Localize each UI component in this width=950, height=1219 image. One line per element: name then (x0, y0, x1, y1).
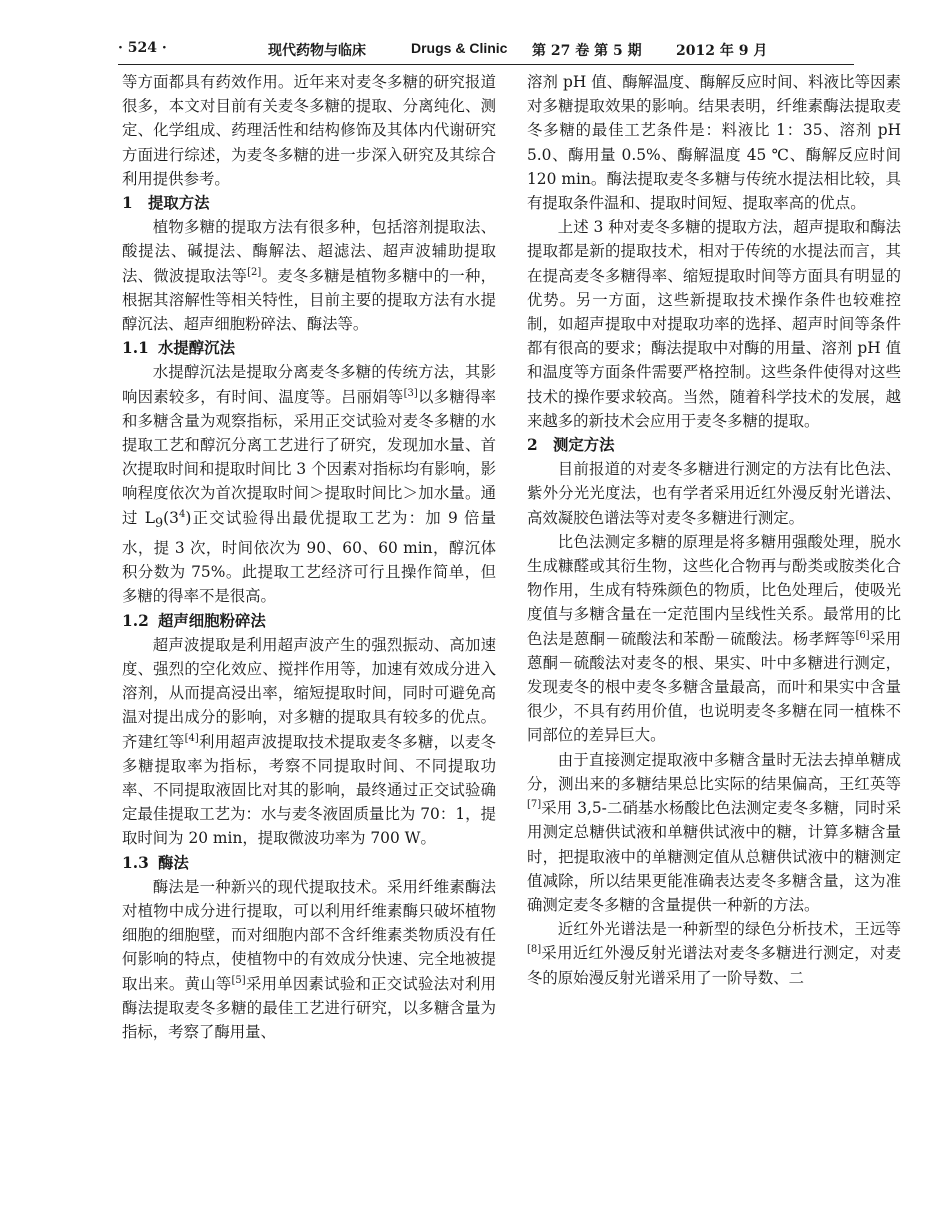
citation: [4] (184, 732, 199, 744)
page-number: · 524 · (118, 40, 167, 56)
section-title: 超声细胞粉碎法 (158, 611, 266, 630)
left-column (122, 70, 496, 1044)
text-run: 由于直接测定提取液中多糖含量时无法去掉单糖成分，测出来的多糖结果总比实际的结果偏高，王红英等 (527, 750, 901, 793)
text-run: 超声波提取是利用超声波产生的强烈振动、高加速度、强烈的空化效应、搅拌作用等，加速有效成分进入溶剂，从而提高浸出率，缩短提取时间，同时可避免高温对提出成分的影响，对多糖的提取具有较多的优点。齐建红等 (122, 635, 496, 751)
section-1-1-heading (122, 336, 496, 360)
text-run: 采用近红外漫反射光谱法对麦冬多糖进行测定，对麦冬的原始漫反射光谱采用了一阶导数、二 (527, 944, 901, 987)
section-number: 1.2 (122, 611, 149, 630)
text-run: 采用蒽酮－硫酸法对麦冬的根、果实、叶中多糖进行测定，发现麦冬的根中麦冬多糖含量最高，而叶和果实中含量很少，不具有药用价值，也说明麦冬多糖在同一植株不同部位的差异巨大。 (527, 629, 901, 745)
section-number: 1.3 (122, 853, 149, 872)
citation: [6] (855, 629, 870, 641)
text-run: 近红外光谱法是一种新型的绿色分析技术，王远等 (557, 920, 901, 939)
publication-date: 2012 年 9 月 (676, 43, 768, 59)
section-number: 2 (527, 436, 538, 455)
section-number: 1.1 (122, 339, 149, 358)
text-run: 以多糖得率和多糖含量为观察指标，采用正交试验对麦冬多糖的水提取工艺和醇沉分离工艺进行了研究，发现加水量、首次提取时间和提取时间比 3 个因素对指标均有影响，影响程度依次为首次提取时间＞提取时间比＞加水量。通过 L (122, 387, 496, 527)
section-2-paragraph-4 (527, 917, 901, 990)
citation: [7] (527, 798, 542, 810)
citation: [2] (247, 266, 262, 278)
text-run: 水提醇沉法是提取分离麦冬多糖的传统方法，其影响因素较多，有时间、温度等。吕丽娟等 (122, 363, 496, 406)
section-title: 提取方法 (148, 194, 210, 213)
section-2-paragraph-1: 目前报道的对麦冬多糖进行测定的方法有比色法、紫外分光光度法，也有学者采用近红外漫反射光谱法、高效凝胶色谱法等对麦冬多糖进行测定。 (527, 460, 901, 527)
subscript: 9 (154, 515, 164, 531)
header-rule (118, 64, 854, 65)
journal-title-en: Drugs & Clinic (411, 40, 508, 56)
section-1-2-heading (122, 609, 496, 633)
text-run: 采用 3,5-二硝基水杨酸比色法测定麦冬多糖，同时采用测定总糖供试液和单糖供试液中的糖，计算多糖含量时，把提取液中的单糖测定值从总糖供试液中的糖测定值减除，所以结果更能准确表达麦冬多糖含量，这为准确测定麦冬多糖的含量提供一种新的方法。 (527, 799, 901, 914)
text-run: 植物多糖的提取方法有很多种，包括溶剂提取法、酸提法、碱提法、酶解法、超滤法、超声波辅助提取法、微波提取法等 (122, 218, 496, 285)
text-run: 采用单因素试验和正交试验法对利用酶法提取麦冬多糖的最佳工艺进行研究，以多糖含量为指标，考察了酶用量、 (122, 974, 496, 1041)
section-title: 测定方法 (553, 436, 615, 455)
section-1-heading (122, 191, 496, 215)
section-number: 1 (122, 194, 133, 213)
citation: [8] (527, 944, 542, 956)
running-header (118, 38, 854, 62)
section-1-3-paragraph (122, 875, 496, 1044)
continued-paragraph: 溶剂 pH 值、酶解温度、酶解反应时间、料液比等因素对多糖提取效果的影响。结果表明，纤维素酶法提取麦冬多糖的最佳工艺条件是：料液比 1：35、溶剂 pH 5.0、酶用量 0.5%、酶解温度 45 ℃、酶解反应时间 120 min。酶法提取麦冬多糖与传统水提法相比较，具有提取条件温和、提取时间短、提取率高的优点。 (527, 73, 901, 213)
section-1-3-heading (122, 851, 496, 875)
section-1-paragraph (122, 215, 496, 336)
superscript: 4 (178, 508, 186, 520)
text-run: 利用超声波提取技术提取麦冬多糖，以麦冬多糖提取率为指标，考察不同提取时间、不同提取功率、不同提取液固比对其的影响，最终通过正交试验确定最佳提取工艺为：水与麦冬液固质量比为 70：1，提取时间为 20 min，提取微波功率为 700 W。 (122, 732, 496, 848)
section-2-paragraph-2 (527, 530, 901, 748)
text-run: (3 (163, 508, 179, 527)
summary-paragraph: 上述 3 种对麦冬多糖的提取方法，超声提取和酶法提取都是新的提取技术，相对于传统的水提法而言，其在提高麦冬多糖得率、缩短提取时间等方面具有明显的优势。另一方面，这些新提取技术操作条件也较难控制，如超声提取中对提取功率的选择、超声时间等条件都有很高的要求；酶法提取中对酶的用量、溶剂 pH 值和温度等方面条件需要严格控制。这些条件使得对这些技术的操作要求较高。当然，随着科学技术的发展，越来越多的新技术会应用于麦冬多糖的提取。 (527, 218, 901, 430)
text-run: )正交试验得出最优提取工艺为：加 9 倍量水，提 3 次，时间依次为 90、60、60 min，醇沉体积分数为 75%。此提取工艺经济可行且操作简单，但多糖的得率不是很高。 (122, 508, 496, 606)
section-2-paragraph-3 (527, 748, 901, 917)
text-run: 比色法测定多糖的原理是将多糖用强酸处理，脱水生成糠醛或其衍生物，这些化合物再与酚类或胺类化合物作用，生成有特殊颜色的物质，比色处理后，使吸光度值与多糖含量在一定范围内呈线性关系。最常用的比色法是蒽酮－硫酸法和苯酚－硫酸法。杨孝辉等 (527, 532, 901, 648)
section-1-1-paragraph (122, 360, 496, 608)
journal-title-cn: 现代药物与临床 (268, 43, 366, 59)
citation: [3] (403, 387, 418, 399)
section-2-heading (527, 433, 901, 457)
text-run: 。麦冬多糖是植物多糖中的一种，根据其溶解性等相关特性，目前主要的提取方法有水提醇沉法、超声细胞粉碎法、酶法等。 (122, 266, 496, 334)
right-column (527, 70, 901, 990)
intro-paragraph: 等方面都具有药效作用。近年来对麦冬多糖的研究报道很多，本文对目前有关麦冬多糖的提取、分离纯化、测定、化学组成、药理活性和结构修饰及其体内代谢研究方面进行综述，为麦冬多糖的进一步深入研究及其综合利用提供参考。 (122, 73, 496, 188)
citation: [5] (231, 974, 246, 986)
section-1-2-paragraph (122, 633, 496, 851)
volume-issue: 第 27 卷 第 5 期 (532, 43, 642, 59)
section-title: 水提醇沉法 (158, 339, 235, 358)
section-title: 酶法 (158, 853, 189, 872)
text-run: 酶法是一种新兴的现代提取技术。采用纤维素酶法对植物中成分进行提取，可以利用纤维素酶只破坏植物细胞的细胞壁，而对细胞内部不含纤维素类物质没有任何影响的特点，使植物中的有效成分快速、完全地被提取出来。黄山等 (122, 877, 496, 993)
